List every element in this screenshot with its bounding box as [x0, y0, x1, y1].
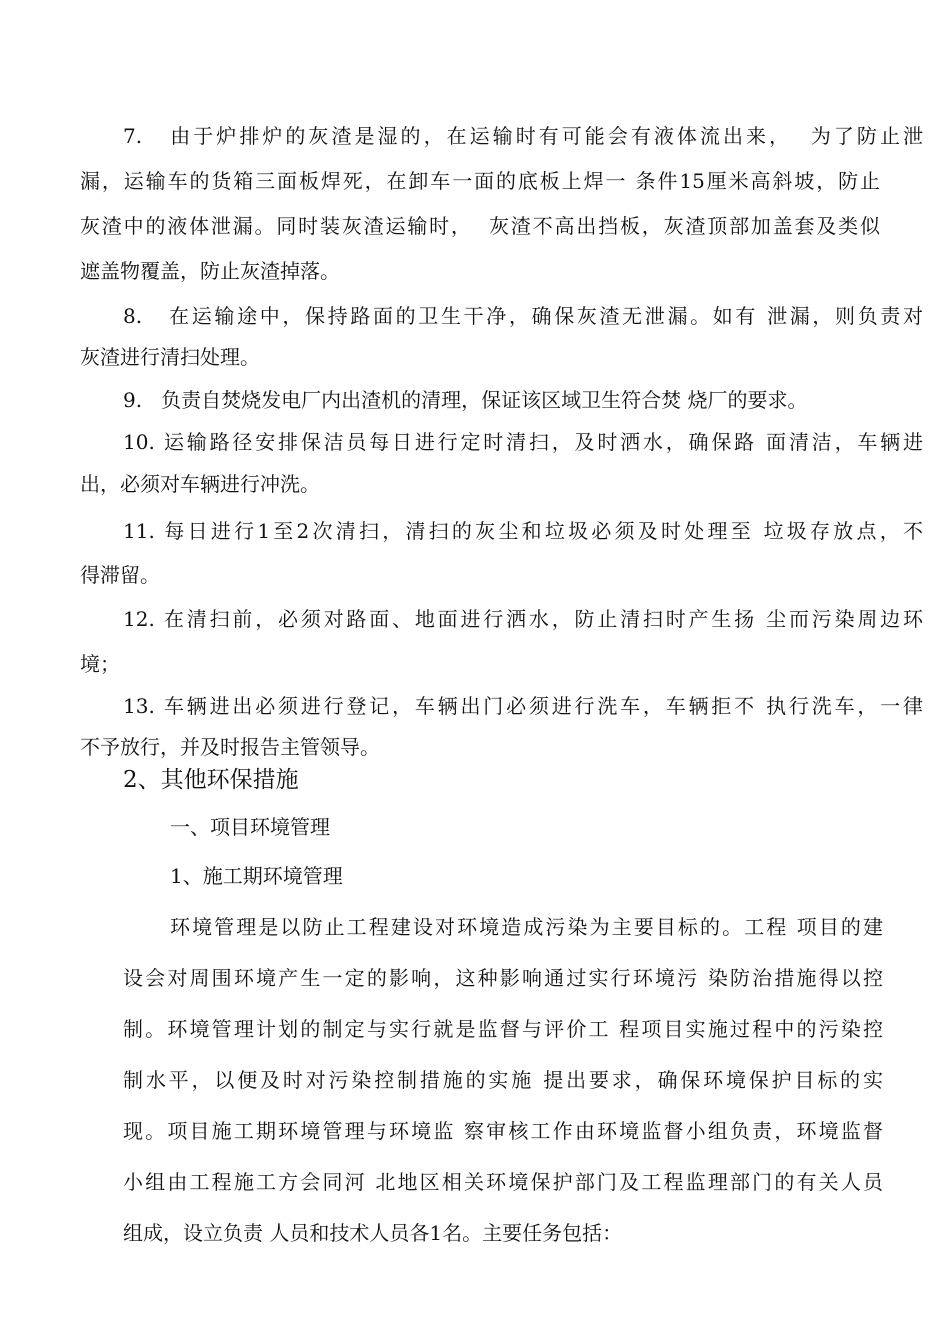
- item-7-line-1: 7. 由于炉排炉的灰渣是湿的，在运输时有可能会有液体流出来， 为了防止泄: [123, 124, 923, 148]
- item-7-line-2: 漏，运输车的货箱三面板焊死，在卸车一面的底板上焊一 条件15厘米高斜坡，防止: [80, 169, 880, 193]
- item-12-line-2: 境；: [80, 652, 120, 676]
- item-7-line-4: 遮盖物覆盖，防止灰渣掉落。: [80, 259, 340, 283]
- item-11-line-2: 得滞留。: [80, 563, 160, 587]
- body-line-3: 制。环境管理计划的制定与实行就是监督与评价工 程项目实施过程中的污染控: [123, 1017, 883, 1041]
- item-10-line-1: 10. 运输路径安排保洁员每日进行定时清扫，及时洒水，确保路 面清洁，车辆进: [123, 430, 923, 454]
- item-13-line-2: 不予放行，并及时报告主管领导。: [80, 735, 380, 759]
- body-line-7: 组成，设立负责 人员和技术人员各1名。主要任务包括：: [123, 1221, 623, 1245]
- item-12-line-1: 12. 在清扫前，必须对路面、地面进行洒水，防止清扫时产生扬 尘而污染周边环: [123, 607, 923, 631]
- item-13-line-1: 13. 车辆进出必须进行登记，车辆出门必须进行洗车，车辆拒不 执行洗车，一律: [123, 694, 923, 718]
- subheading-construction-env-management: 1、施工期环境管理: [170, 864, 343, 888]
- item-8-line-1: 8. 在运输途中，保持路面的卫生干净，确保灰渣无泄漏。如有 泄漏，则负责对: [123, 304, 923, 328]
- item-10-line-2: 出，必须对车辆进行冲洗。: [80, 472, 320, 496]
- body-line-2: 设会对周围环境产生一定的影响，这种影响通过实行环境污 染防治措施得以控: [123, 966, 883, 990]
- body-line-1: 环境管理是以防止工程建设对环境造成污染为主要目标的。工程 项目的建: [170, 915, 883, 939]
- subheading-project-env-management: 一、项目环境管理: [170, 815, 330, 839]
- item-11-line-1: 11. 每日进行1至2次清扫，清扫的灰尘和垃圾必须及时处理至 垃圾存放点，不: [123, 519, 923, 543]
- body-line-6: 小组由工程施工方会同河 北地区相关环境保护部门及工程监理部门的有关人员: [123, 1170, 883, 1194]
- item-9-line-1: 9. 负责自焚烧发电厂内出渣机的清理，保证该区域卫生符合焚 烧厂的要求。: [123, 388, 808, 412]
- body-line-4: 制水平，以便及时对污染控制措施的实施 提出要求，确保环境保护目标的实: [123, 1068, 883, 1092]
- item-7-line-3: 灰渣中的液体泄漏。同时装灰渣运输时， 灰渣不高出挡板，灰渣顶部加盖套及类似: [80, 214, 880, 238]
- body-line-5: 现。项目施工期环境管理与环境监 察审核工作由环境监督小组负责，环境监督: [123, 1119, 883, 1143]
- section-heading: 2、其他环保措施: [123, 767, 299, 793]
- item-8-line-2: 灰渣进行清扫处理。: [80, 345, 260, 369]
